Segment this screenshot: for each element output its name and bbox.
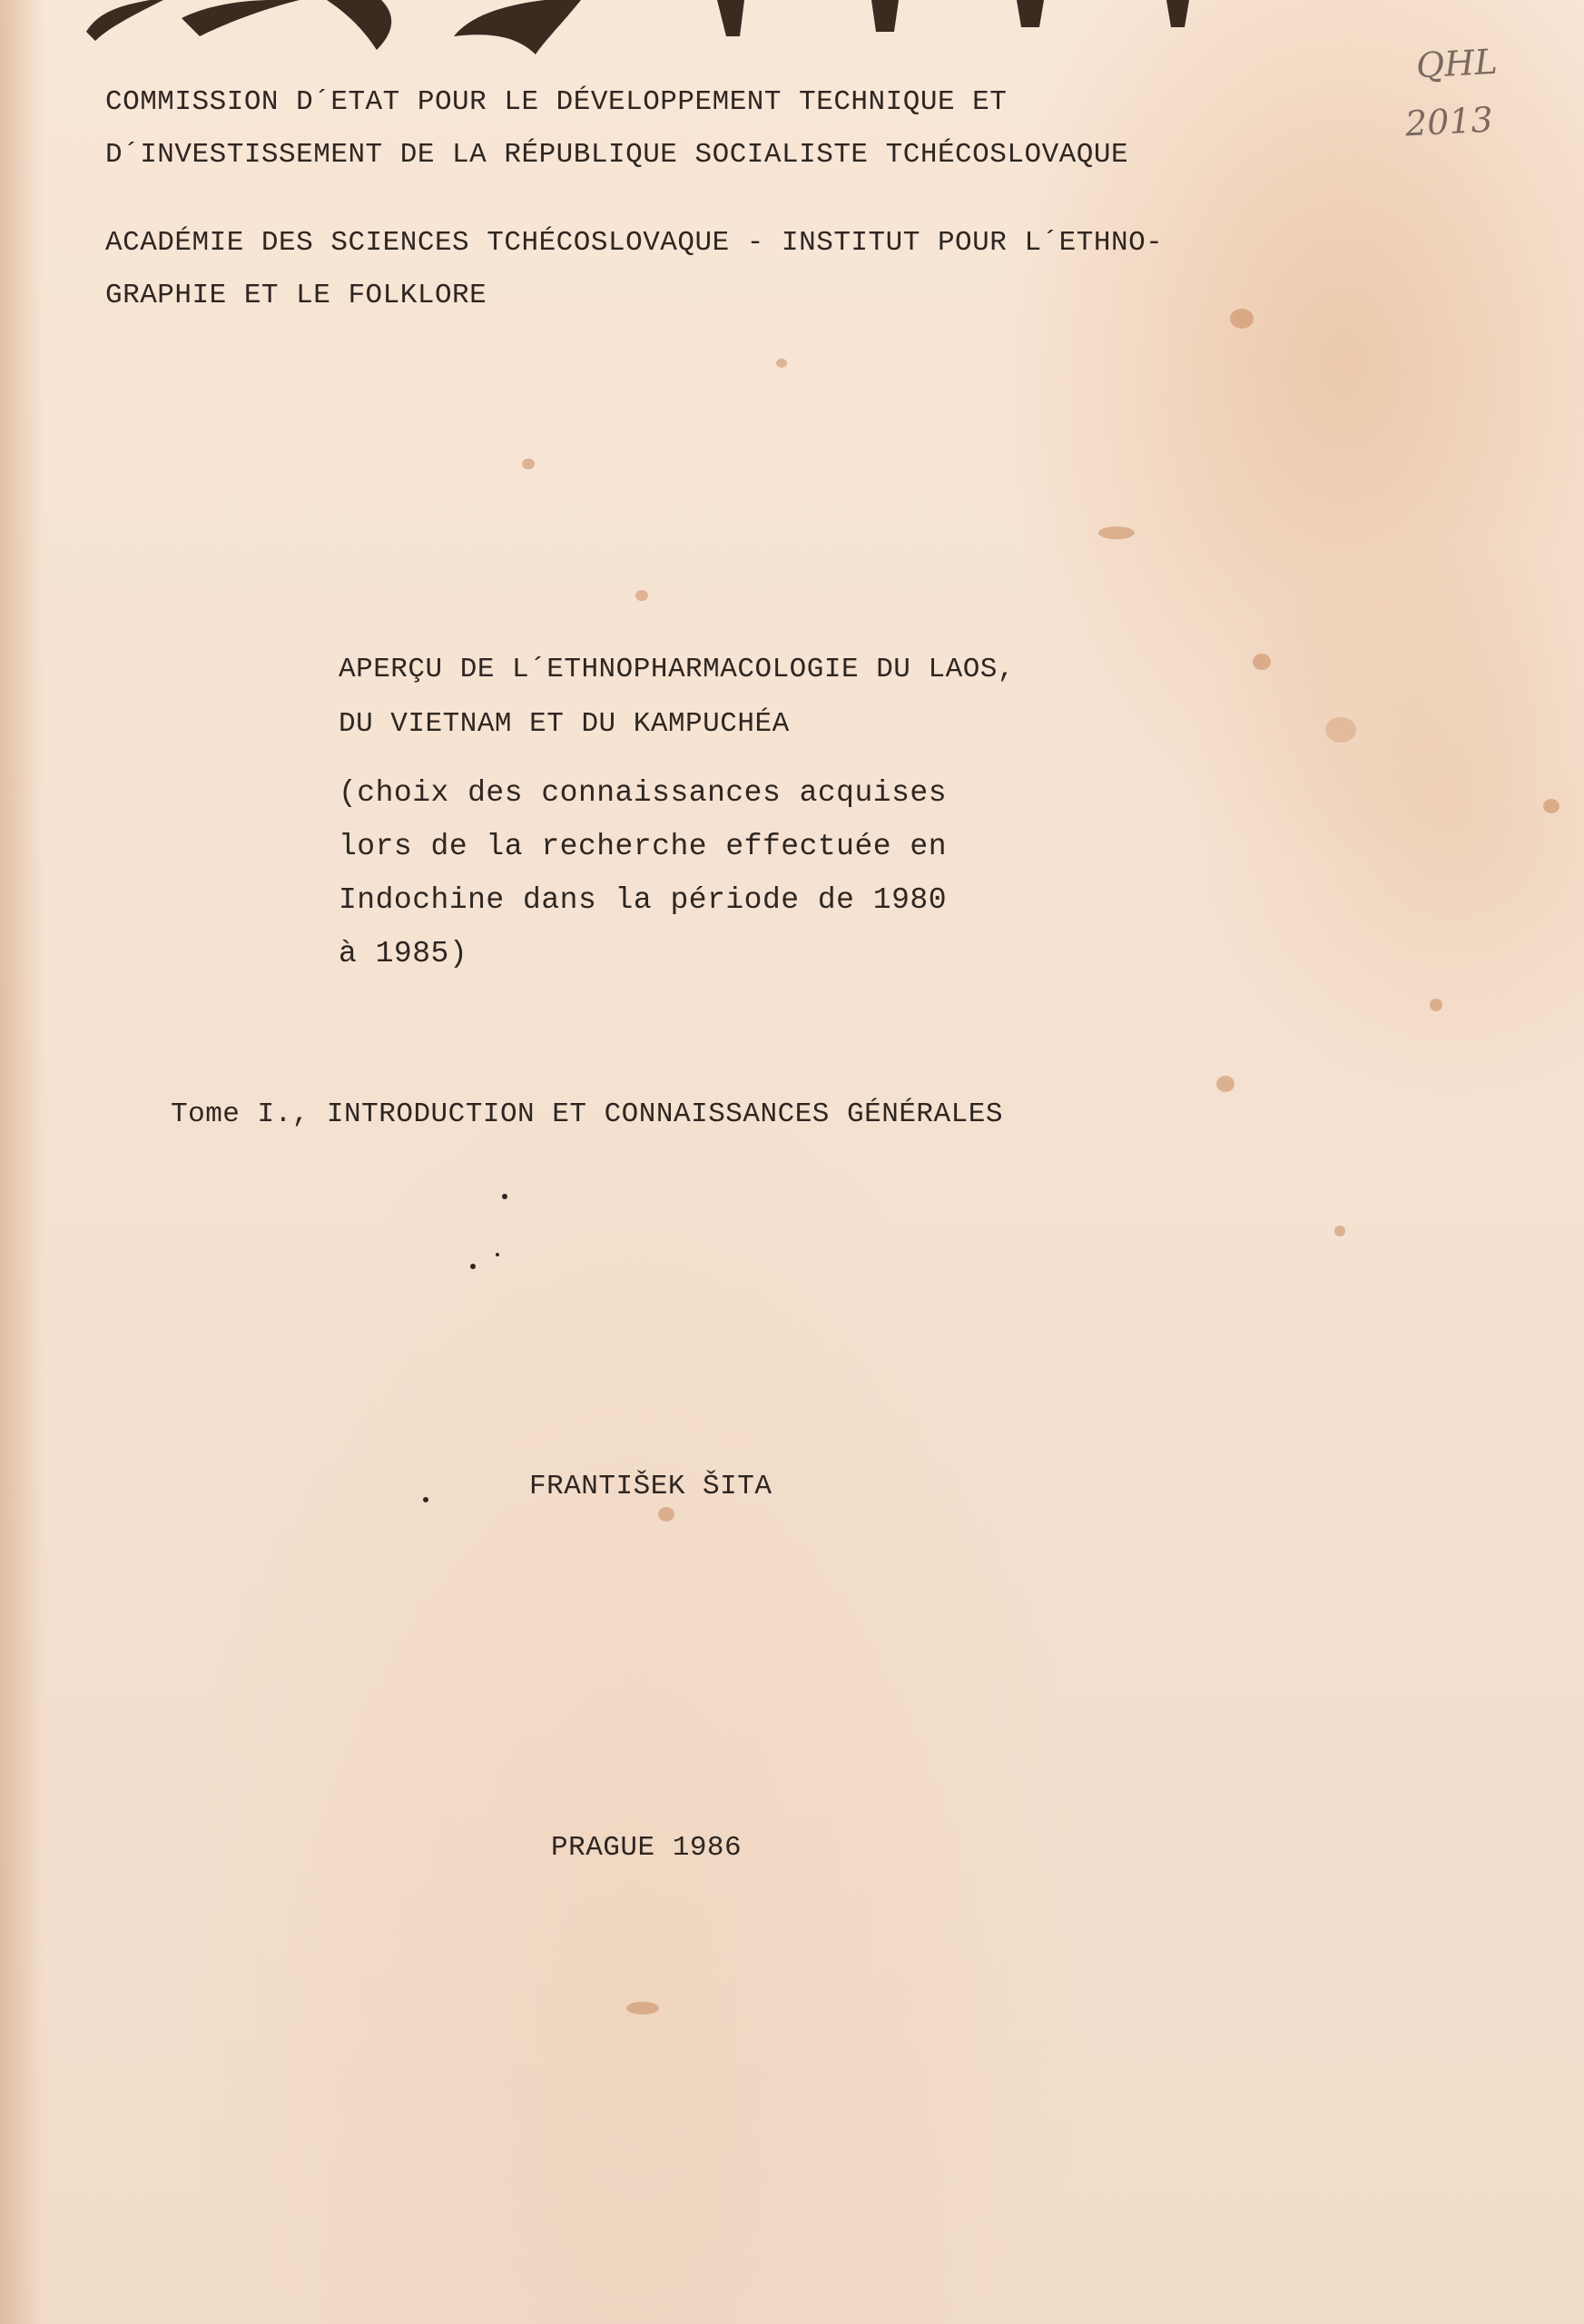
stray-mark <box>470 1264 476 1269</box>
volume-title: Tome I., INTRODUCTION ET CONNAISSANCES GÉNÉRALES <box>171 1098 1003 1130</box>
stray-mark <box>496 1253 499 1256</box>
commission-line-2: D´INVESTISSEMENT DE LA RÉPUBLIQUE SOCIALISTE TCHÉCOSLOVAQUE <box>105 139 1129 171</box>
foxing-stain <box>1098 527 1135 539</box>
subtitle-line-3: Indochine dans la période de 1980 <box>339 883 948 917</box>
foxing-stain <box>1334 1226 1345 1236</box>
stray-mark <box>502 1194 507 1199</box>
foxing-stain <box>1325 717 1356 743</box>
foxing-stain <box>1230 309 1254 329</box>
author-name: FRANTIŠEK ŠITA <box>529 1471 772 1502</box>
shelf-mark-line2: 2013 <box>1403 99 1494 144</box>
foxing-stain <box>1216 1076 1235 1092</box>
binding-remnants <box>0 0 1584 64</box>
title-line-2: DU VIETNAM ET DU KAMPUCHÉA <box>339 708 790 740</box>
page-edge-shadow <box>0 0 44 2324</box>
academy-line-1: ACADÉMIE DES SCIENCES TCHÉCOSLOVAQUE - INSTITUT POUR L´ETHNO- <box>105 227 1164 259</box>
foxing-stain <box>658 1507 674 1521</box>
foxing-stain <box>626 2002 659 2014</box>
stray-mark <box>423 1497 428 1502</box>
foxing-stain <box>776 359 787 368</box>
commission-line-1: COMMISSION D´ETAT POUR LE DÉVELOPPEMENT TECHNIQUE ET <box>105 86 1008 118</box>
subtitle-line-1: (choix des connaissances acquises <box>339 776 948 810</box>
foxing-stain <box>1543 799 1559 813</box>
title-line-1: APERÇU DE L´ETHNOPHARMACOLOGIE DU LAOS, <box>339 654 1016 685</box>
foxing-stain <box>522 458 535 469</box>
shelf-mark-line1: QHL <box>1414 41 1499 86</box>
academy-line-2: GRAPHIE ET LE FOLKLORE <box>105 280 487 311</box>
foxing-stain <box>1430 999 1442 1011</box>
publication-place-date: PRAGUE 1986 <box>551 1832 743 1864</box>
subtitle-line-2: lors de la recherche effectuée en <box>339 830 948 863</box>
foxing-stain <box>635 590 648 601</box>
foxing-stain <box>1253 654 1271 670</box>
subtitle-line-4: à 1985) <box>339 937 468 970</box>
